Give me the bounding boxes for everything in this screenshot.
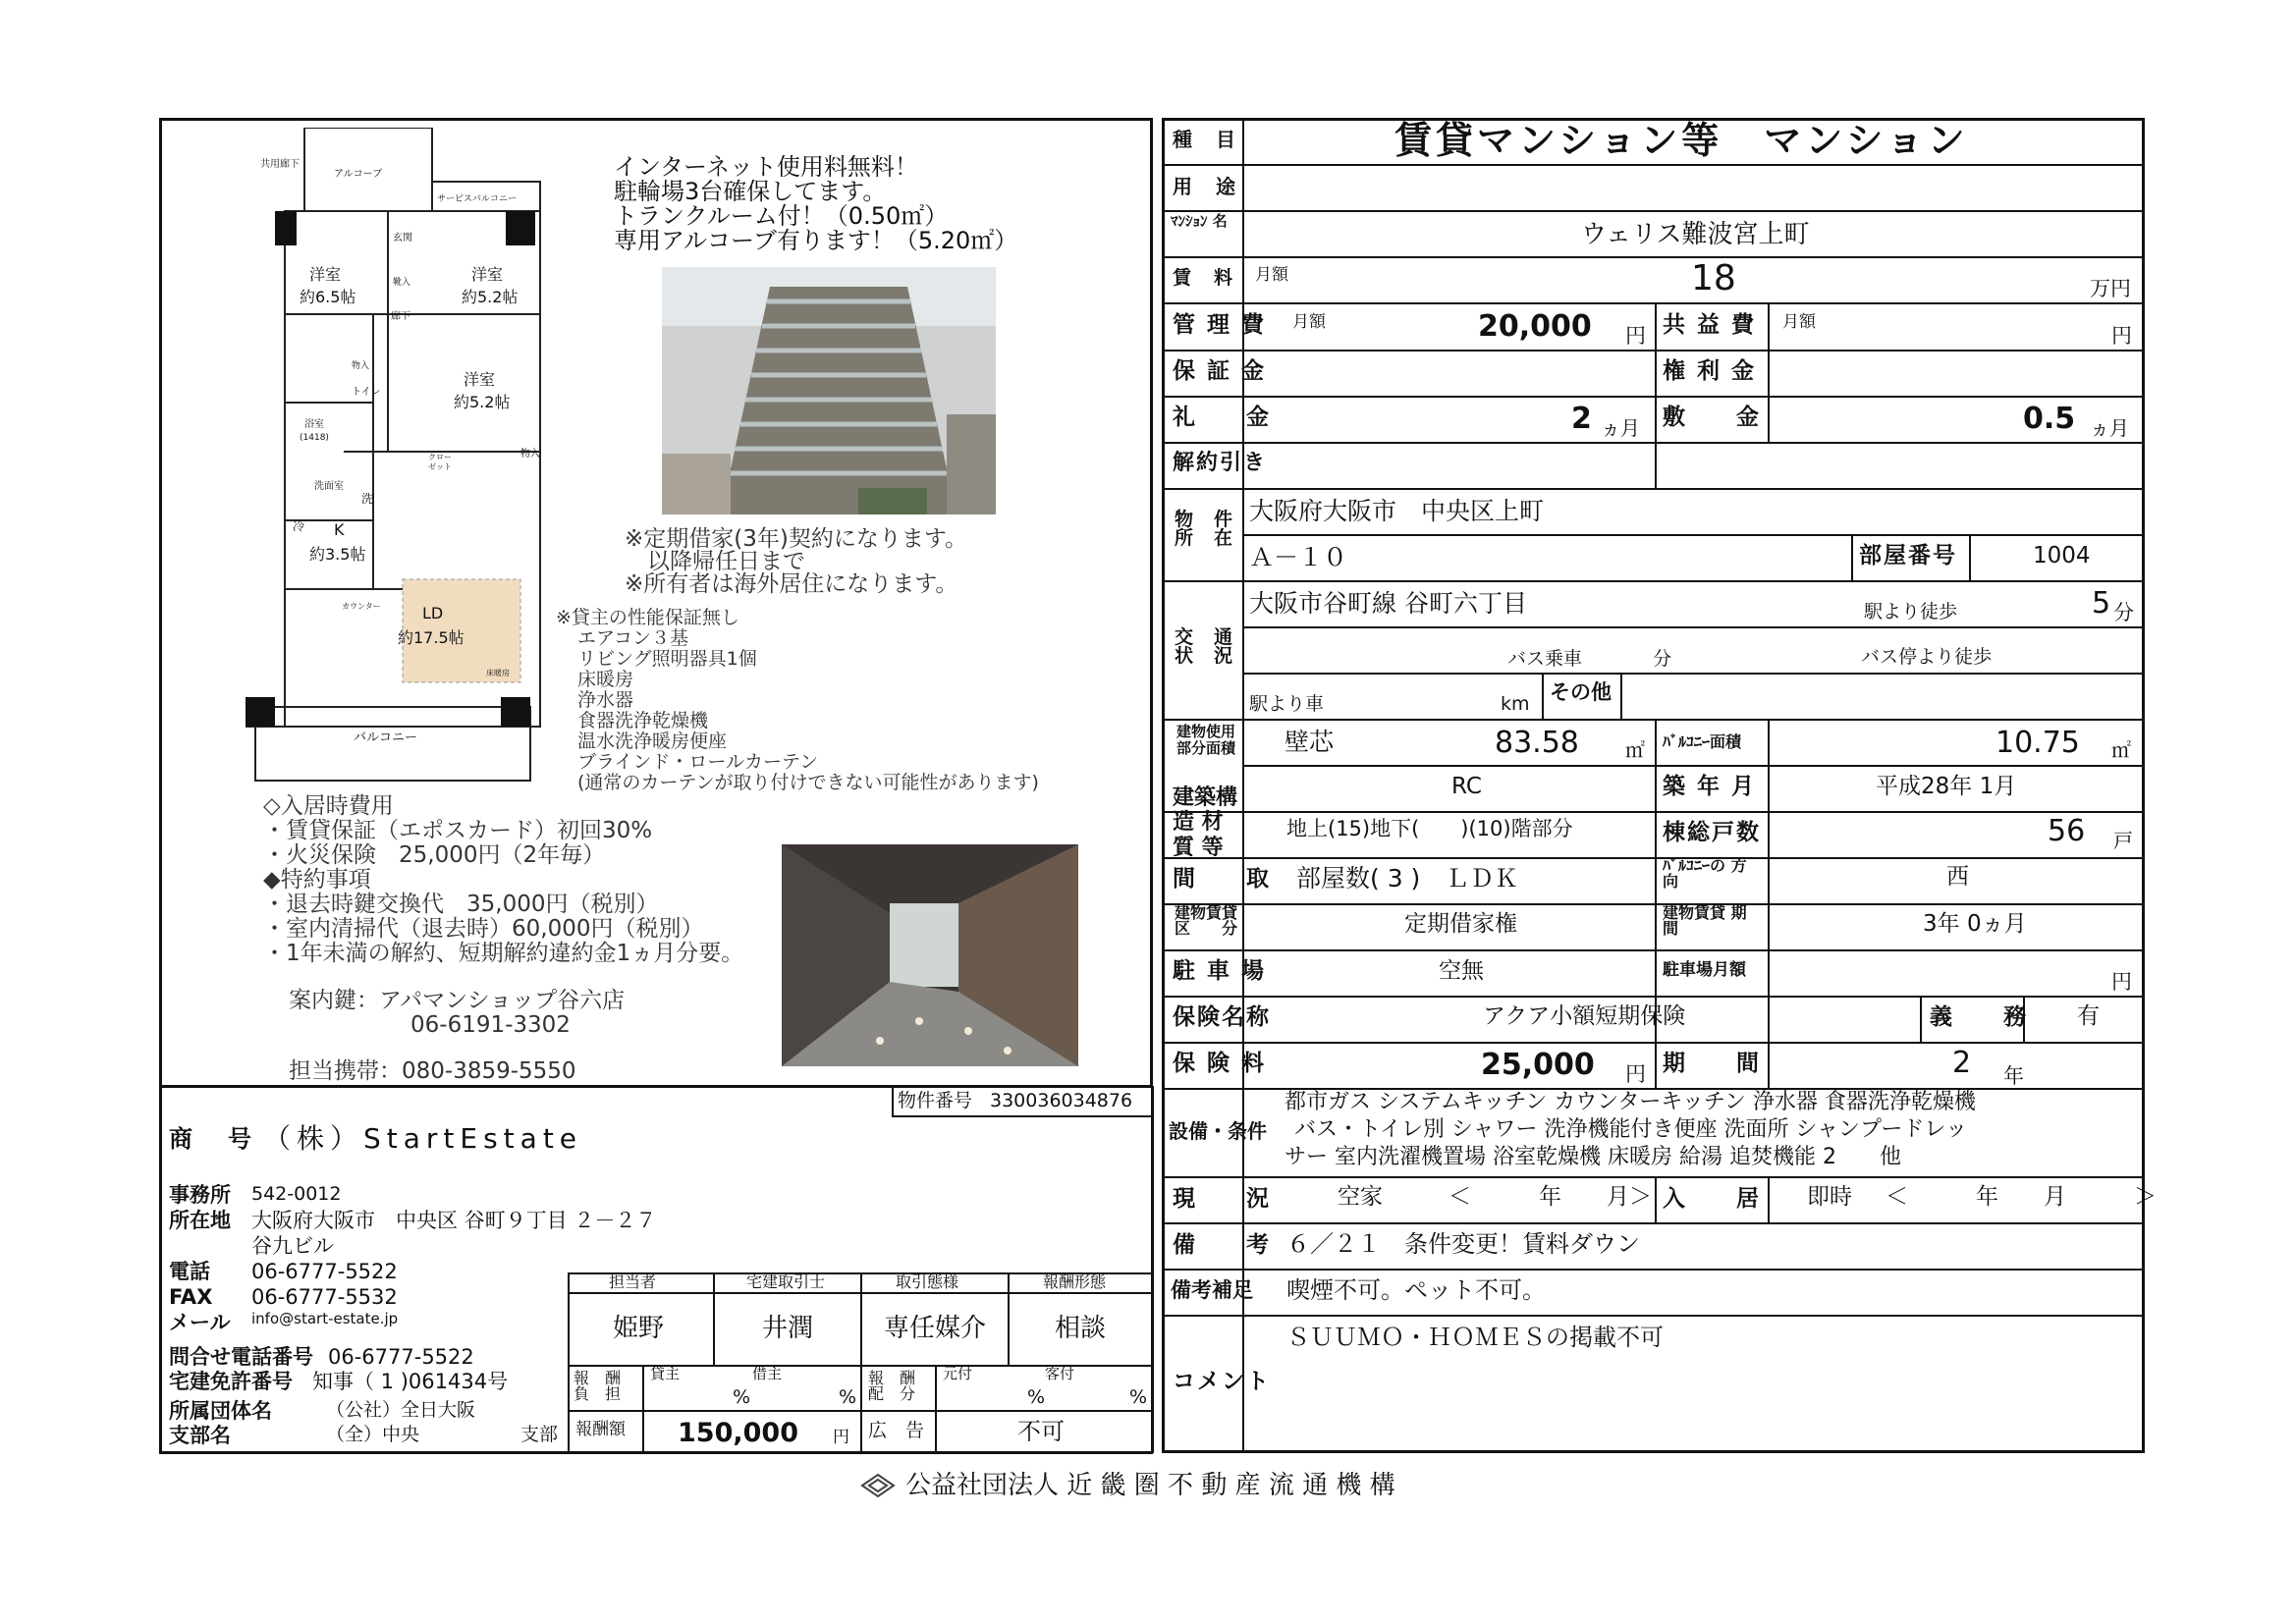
lease-note-0: ※定期借家(3年)契約になります。 (625, 526, 968, 552)
units-label: 棟総戸数 (1663, 820, 1761, 845)
equip-note-1: エアコン３基 (577, 627, 689, 649)
fee-col-b (935, 1365, 937, 1451)
equip-note-2: リビング照明器具1個 (577, 648, 757, 670)
bus-label: バス乗車 (1507, 648, 1583, 670)
row-line-2 (1162, 210, 2145, 212)
fee-burden-tenant-pct: % (839, 1386, 857, 1408)
parking-fee-label: 駐車場月額 (1663, 960, 1746, 980)
fee-dist-origin: 元付 (943, 1365, 973, 1382)
move-in-value: 即時 (1807, 1184, 1852, 1210)
fee-note-5: ・室内清掃代（退去時）60,000円（税別） (263, 916, 704, 942)
left-bottom (159, 1451, 1153, 1454)
parking-label: 駐 車 場 (1173, 958, 1267, 984)
tel-label: 電話 (169, 1260, 210, 1283)
name-label: ﾏﾝｼｮﾝ 名 (1171, 212, 1228, 230)
balcony-label: ﾊﾞﾙｺﾆｰ面積 (1663, 732, 1742, 751)
shikikin-unit: ヵ月 (2090, 416, 2129, 440)
parking-fee-yen: 円 (2111, 970, 2132, 994)
remarks2-value: 喫煙不可。ペット不可。 (1286, 1276, 1546, 1304)
direction-value: 西 (1946, 864, 1969, 890)
building-photo (662, 267, 996, 514)
ins-fee-value: 25,000 (1481, 1048, 1595, 1082)
guide-line-1: 06-6191-3302 (410, 1012, 571, 1038)
layout-value: 部屋数( 3 ) ＬＤＫ (1296, 864, 1519, 893)
row-line-10a (1242, 626, 2145, 628)
fp-label-23: 床暖房 (486, 669, 510, 677)
fee-note-3: ◆特約事項 (263, 867, 371, 893)
mid-col-h (1768, 1176, 1770, 1222)
period-label: 期 間 (1663, 1051, 1761, 1076)
comment-value: ＳＵＵＭＯ・ＨＯＭＥＳの掲載不可 (1286, 1324, 1664, 1351)
kaiyaku-label: 解約引き (1173, 451, 1268, 475)
mid-col-b (1768, 302, 1770, 442)
built-label: 築 年 月 (1663, 774, 1757, 799)
fp-label-4: 洋室 (309, 265, 342, 284)
transit-line: 大阪市谷町線 谷町六丁目 (1249, 589, 1527, 618)
fp-label-6: 洋室 (471, 265, 504, 284)
agent-header-2: 取引態様 (896, 1272, 959, 1291)
row-line-14 (1162, 903, 2145, 905)
inquiry-label: 問合せ電話番号 (169, 1345, 313, 1369)
fee-dist-label: 報 酬 配 分 (868, 1369, 916, 1403)
fp-label-14: 洗面室 (314, 481, 344, 492)
branch: （全）中央 (326, 1424, 420, 1445)
area-type: 壁芯 (1285, 728, 1335, 756)
lease-note-2: ※所有者は海外居住になります。 (625, 571, 958, 597)
kind-value: 賃貸マンション等 マンション (1394, 119, 1969, 162)
fp-label-10: 約5.2帖 (454, 393, 511, 411)
fp-label-12: 浴室 (304, 419, 324, 430)
fee-dist-client: 客付 (1045, 1365, 1075, 1382)
license: 知事（ 1 )061434号 (312, 1370, 509, 1393)
row-line-9a (1242, 534, 2145, 536)
structure-label: 建築構造 材 質 等 (1173, 785, 1238, 860)
room-no: 1004 (2033, 543, 2091, 568)
agent-value-0: 姫野 (613, 1314, 665, 1343)
room-no-label: 部屋番号 (1859, 543, 1957, 568)
facilities-label: 設備・条件 (1169, 1119, 1267, 1143)
mail-label: メール (169, 1311, 231, 1334)
fee-dist-client-pct: % (1129, 1386, 1148, 1408)
equip-note-0: ※貸主の性能保証無し (556, 607, 739, 628)
fp-label-2: サービスバルコニー (437, 194, 518, 204)
agent-col-3 (1008, 1272, 1010, 1365)
office-label: 事務所 (169, 1183, 231, 1207)
insurance-label: 保険名称 (1173, 1004, 1271, 1030)
row-line-12a (1242, 765, 2145, 767)
reikin-value: 2 (1571, 402, 1592, 436)
address-label: 所在地 (169, 1209, 231, 1232)
common-yen: 円 (2111, 324, 2132, 348)
address: 大阪府大阪市 中央区 谷町９丁目 ２－２７ (251, 1209, 657, 1232)
room-col-a (1851, 534, 1853, 580)
row-line-13 (1162, 857, 2145, 859)
agent-value-2: 専任媒介 (884, 1314, 987, 1343)
fee-note-0: ◇入居時費用 (263, 793, 394, 819)
row-line-1 (1162, 164, 2145, 166)
mid-col-a (1655, 302, 1657, 442)
layout-label: 間 取 (1173, 866, 1271, 892)
mid-col-d (1768, 719, 1770, 1042)
mgmt-yen: 円 (1625, 324, 1646, 348)
ins-fee-yen: 円 (1625, 1062, 1646, 1086)
trade-name-label: 商 号 (169, 1125, 257, 1153)
lease-type-label: 建物賃貸 区 分 (1175, 903, 1238, 938)
fee-amount-label: 報酬額 (575, 1420, 626, 1439)
fee-note-6: ・1年未満の解約、短期解約違約金1ヵ月分要。 (263, 941, 744, 966)
footer-text: 公益社団法人 近 畿 圏 不 動 産 流 通 機 構 (905, 1471, 1395, 1500)
agent-col-2 (860, 1272, 862, 1451)
equip-note-6: 温水洗浄暖房便座 (577, 730, 728, 752)
branch-suffix: 支部 (520, 1424, 559, 1445)
mid-col-f (1768, 1042, 1770, 1088)
left-bottom-right (1151, 1086, 1154, 1453)
rent-unit: 万円 (2090, 277, 2131, 300)
fee-burden-label: 報 酬 負 担 (574, 1369, 622, 1403)
other-col-a (1542, 673, 1544, 719)
fee-burden-tenant: 借主 (752, 1365, 783, 1382)
shikikin-label: 敷 金 (1663, 405, 1761, 430)
row-line-21 (1162, 1269, 2145, 1271)
building: 谷九ビル (251, 1234, 334, 1258)
units-value: 56 (2048, 814, 2086, 848)
status-date: ＜ 年 月＞ (1449, 1184, 1652, 1210)
lease-period-value: 3年 0ヵ月 (1923, 911, 2027, 937)
fp-label-22: 約17.5帖 (398, 628, 465, 647)
fee-note-2: ・火災保険 25,000円（2年毎） (263, 842, 606, 868)
agent-header-3: 報酬形態 (1043, 1272, 1107, 1291)
mail[interactable]: info@start-estate.jp (251, 1310, 399, 1327)
row-line-17 (1162, 1042, 2145, 1044)
structure-value: RC (1451, 774, 1482, 799)
fp-label-8: 廊下 (391, 311, 410, 322)
direction-label: ﾊﾞﾙｺﾆｰの 方 向 (1663, 856, 1763, 891)
agent-col-0 (568, 1272, 570, 1451)
fp-label-17: K (334, 520, 345, 539)
lease-period-label: 建物賃貸 期 間 (1663, 903, 1778, 938)
fax-label: FAX (169, 1285, 213, 1309)
period-year: 年 (2003, 1064, 2024, 1088)
lease-type-value: 定期借家権 (1404, 911, 1517, 937)
equip-note-3: 床暖房 (577, 669, 634, 690)
equip-note-5: 食器洗浄乾燥機 (577, 710, 709, 731)
fp-label-19: 冷 (293, 519, 305, 533)
move-in-label: 入 居 (1663, 1186, 1761, 1212)
common-label: 共 益 費 (1663, 312, 1757, 338)
assoc-label: 所属団体名 (169, 1399, 272, 1423)
car-km: km (1501, 693, 1530, 715)
remarks2-label: 備考補足 (1171, 1278, 1253, 1302)
other-col-b (1620, 673, 1622, 719)
transit-label: 交 通 状 況 (1175, 626, 1234, 667)
ins-fee-label: 保 険 料 (1173, 1051, 1267, 1076)
location-line-1: 大阪府大阪市 中央区上町 (1249, 497, 1545, 525)
row-line-20 (1162, 1222, 2145, 1224)
fp-label-25: クロー (428, 453, 452, 461)
deposit-label: 保 証 金 (1173, 358, 1267, 384)
balcony-unit: ㎡ (2111, 738, 2131, 762)
fp-label-9: 洋室 (464, 370, 496, 389)
agent-col-1 (713, 1272, 715, 1365)
fp-label-1: アルコーブ (334, 169, 383, 180)
rent-label: 賃 料 (1173, 267, 1235, 289)
kind-label: 種 目 (1173, 128, 1237, 151)
fee-burden-owner: 貸主 (650, 1365, 681, 1382)
row-line-6 (1162, 396, 2145, 398)
location-line-2: Ａ－１０ (1249, 543, 1348, 571)
assoc: （公社）全日大阪 (326, 1399, 476, 1421)
inquiry-tel: 06-6777-5522 (328, 1345, 474, 1369)
row-line-5 (1162, 350, 2145, 352)
remarks-value: ６／２１ 条件変更！賃料ダウン (1286, 1230, 1640, 1258)
row-line-12 (1162, 811, 2145, 813)
fp-label-26: ゼット (428, 462, 452, 471)
reikin-label: 礼 金 (1173, 405, 1271, 430)
period-value: 2 (1952, 1046, 1972, 1080)
agent-value-3: 相談 (1055, 1314, 1107, 1343)
remarks-label: 備 考 (1173, 1232, 1271, 1258)
row-line-3 (1162, 256, 2145, 258)
floorplan (236, 128, 560, 785)
fp-label-20: カウンター (342, 602, 381, 611)
insurance-col-a (1920, 996, 1922, 1042)
row-line-7 (1162, 442, 2145, 444)
fp-label-5: 約6.5帖 (300, 288, 356, 306)
common-monthly: 月額 (1782, 312, 1816, 332)
property-number-line (892, 1115, 1153, 1117)
row-line-4 (1162, 302, 2145, 304)
move-in-date: ＜ 年 月 ＞ (1886, 1184, 2157, 1210)
property-number-label: 物件番号 (898, 1090, 973, 1111)
room-col-b (1969, 534, 1971, 580)
facilities-line-1: バス・トイレ別 シャワー 洗浄機能付き便座 洗面所 シャンプードレッ (1294, 1117, 1968, 1142)
balcony-value: 10.75 (1995, 726, 2080, 760)
area-unit: ㎡ (1625, 738, 1645, 762)
walk-minutes: 5 (2092, 586, 2111, 621)
shikikin-value: 0.5 (2023, 402, 2076, 436)
property-number-edge (892, 1086, 894, 1115)
ad-label: 広 告 (868, 1420, 925, 1441)
mid-col-g (1655, 1176, 1657, 1222)
ad-line-1: 駐輪場3台確保してます。 (614, 178, 887, 205)
insurance-value: アクア小額短期保険 (1483, 1003, 1686, 1029)
floors-value: 地上(15)地下( )(10)階部分 (1286, 817, 1573, 840)
mansion-name: ウェリス難波宮上町 (1581, 220, 1810, 249)
fee-note-4: ・退去時鍵交換代 35,000円（税別） (263, 892, 659, 917)
mgmt-monthly: 月額 (1292, 312, 1326, 332)
fp-label-11: トイレ (352, 387, 381, 398)
fp-label-18: 約3.5帖 (309, 545, 366, 564)
fp-label-21: LD (422, 604, 444, 622)
status-value: 空家 (1338, 1184, 1383, 1210)
row-line-11 (1162, 719, 2145, 721)
branch-label: 支部名 (169, 1424, 231, 1447)
key-money-label: 権 利 金 (1663, 358, 1757, 384)
fp-label-7: 約5.2帖 (462, 288, 519, 306)
fp-label-3: 玄関 (393, 233, 412, 243)
fp-label-16: 物入 (520, 449, 540, 460)
left-bottom-left (159, 1086, 162, 1453)
lease-note-1: 以降帰任日まで (625, 549, 805, 574)
fp-label-13: (1418) (300, 433, 329, 443)
row-line-15 (1162, 949, 2145, 951)
fee-burden-owner-pct: % (733, 1386, 751, 1408)
comment-label: コメント (1173, 1369, 1271, 1394)
agent-header-0: 担当者 (609, 1272, 657, 1291)
mid-col-e (1655, 1042, 1657, 1088)
mid-col-c (1655, 719, 1657, 1042)
guide-line-0: 案内鍵：アパマンショップ谷六店 (289, 988, 626, 1013)
license-label: 宅建免許番号 (169, 1370, 293, 1393)
fp-label-15: 洗 (361, 492, 374, 506)
fee-dist-origin-pct: % (1027, 1386, 1046, 1408)
fee-amount-yen: 円 (833, 1428, 849, 1447)
use-label: 用 途 (1173, 175, 1237, 198)
bus-unit: 分 (1653, 648, 1672, 670)
area-value: 83.58 (1495, 726, 1579, 760)
agent-value-1: 井潤 (762, 1314, 814, 1343)
fp-fixture-1: 物入 (352, 361, 370, 371)
row-line-19 (1162, 1176, 2145, 1178)
walk-label: 駅より徒歩 (1864, 601, 1958, 622)
area-label: 建物使用 部分面積 (1176, 723, 1236, 757)
rent-monthly: 月額 (1255, 265, 1288, 285)
left-divider (159, 1086, 1153, 1088)
parking-value: 空無 (1439, 958, 1484, 984)
bus-stop-label: バス停より徒歩 (1861, 646, 1993, 668)
ad-line-2: トランクルーム付！（0.50㎡） (614, 202, 949, 230)
walk-unit: 分 (2113, 601, 2134, 624)
facilities-line-2: サー 室内洗濯機置場 浴室乾燥機 床暖房 給湯 追焚機能 2 他 (1285, 1145, 1901, 1169)
tel: 06-6777-5522 (251, 1260, 398, 1283)
entrance-photo (782, 844, 1078, 1066)
ad-line-0: インターネット使用料無料！ (614, 153, 918, 181)
equip-note-4: 浄水器 (577, 689, 634, 711)
status-label: 現 況 (1173, 1186, 1271, 1212)
ad-value: 不可 (1017, 1418, 1065, 1445)
equip-note-8: (通常のカーテンが取り付けできない可能性があります) (577, 772, 1039, 793)
fp-label-24: バルコニー (354, 730, 418, 745)
row-line-22 (1162, 1315, 2145, 1317)
facilities-line-0: 都市ガス システムキッチン カウンターキッチン 浄水器 食器洗浄乾燥機 (1285, 1090, 1976, 1114)
association-logo-icon (860, 1471, 896, 1500)
agent-header-1: 宅建取引士 (746, 1272, 826, 1291)
contact-mobile: 担当携帯：080-3859-5550 (289, 1058, 576, 1084)
fax: 06-6777-5532 (251, 1285, 398, 1309)
reikin-unit: ヵ月 (1601, 416, 1640, 440)
trade-name: （株）StartEstate (263, 1122, 583, 1155)
fee-col-a (642, 1365, 644, 1451)
rent-value: 18 (1691, 258, 1736, 298)
row-line-9 (1162, 580, 2145, 582)
property-number: 330036034876 (990, 1090, 1133, 1111)
duty-value: 有 (2077, 1003, 2100, 1029)
ad-line-3: 専用アルコーブ有ります！（5.20㎡） (614, 227, 1018, 254)
row-line-8 (1162, 488, 2145, 490)
other-label: その他 (1550, 680, 1612, 704)
postal: 542-0012 (251, 1183, 342, 1205)
units-suffix: 戸 (2113, 829, 2133, 852)
mgmt-label: 管 理 費 (1173, 312, 1267, 338)
fee-note-1: ・賃貸保証（エポスカード）初回30% (263, 818, 653, 843)
duty-label: 義 務 (1930, 1004, 2028, 1030)
car-label: 駅より車 (1249, 693, 1325, 715)
mgmt-value: 20,000 (1478, 309, 1592, 344)
built-value: 平成28年 1月 (1876, 774, 2017, 799)
row-line-10b (1242, 673, 2145, 675)
fp-fixture-0: 靴入 (393, 278, 411, 288)
row-line-16 (1162, 996, 2145, 998)
location-label: 物 件 所 在 (1175, 509, 1234, 549)
kaiyaku-col (1655, 442, 1657, 488)
fp-label-0: 共用廊下 (260, 159, 300, 170)
equip-note-7: ブラインド・ロールカーテン (577, 751, 819, 773)
fee-amount: 150,000 (678, 1418, 798, 1448)
